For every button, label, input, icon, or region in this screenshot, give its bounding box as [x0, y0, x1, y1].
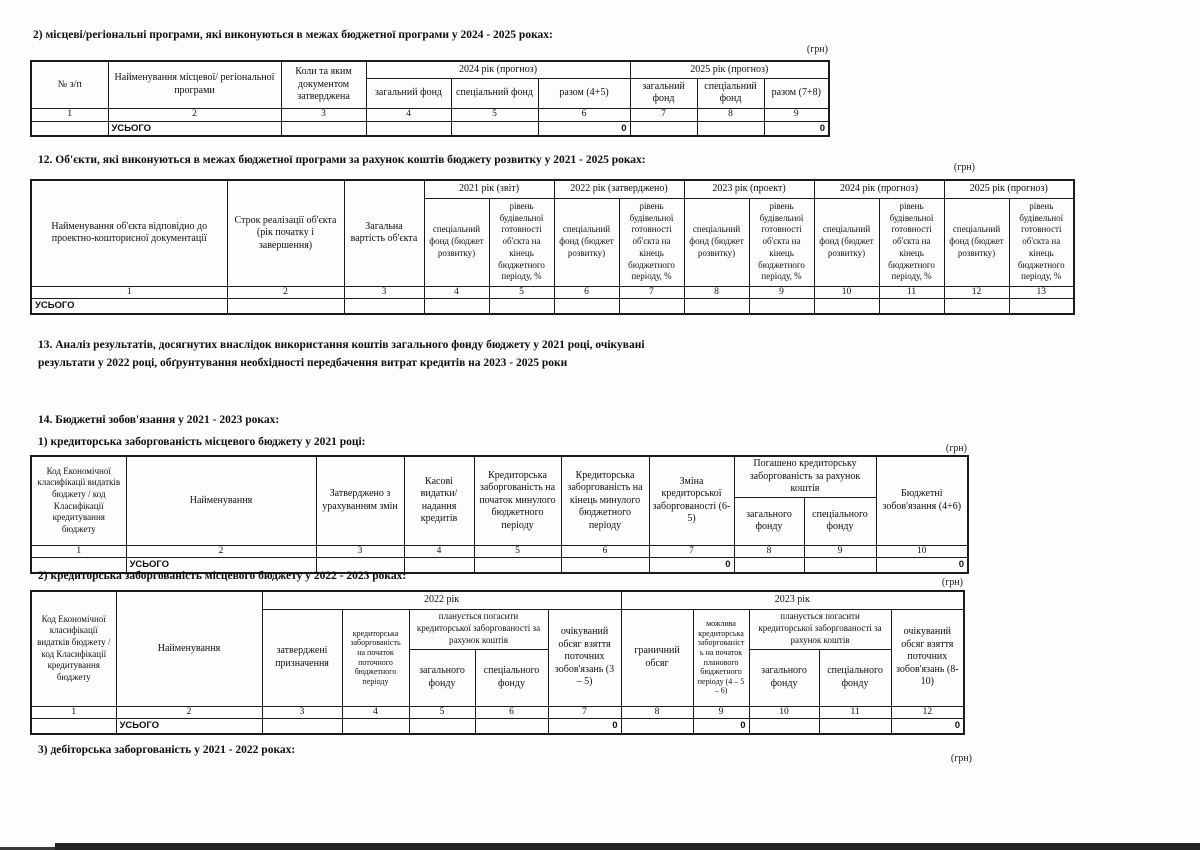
objects-table: [30, 179, 1075, 315]
col-header-special-fund: спеціальний фонд (бюджет розвитку): [814, 198, 879, 286]
col-group-2022: 2022 рік (затверджено): [554, 180, 684, 198]
total-empty: [227, 299, 344, 314]
total-value: 0: [891, 719, 964, 734]
currency-unit-label: (грн): [945, 443, 967, 454]
total-empty: [749, 719, 819, 734]
col-header-general-fund: загальний фонд: [366, 78, 451, 108]
total-empty: [619, 299, 684, 314]
currency-unit-label: (грн): [950, 753, 972, 764]
col-number: 7: [619, 286, 684, 299]
col-header-name: Найменування: [126, 456, 316, 545]
col-number: 11: [819, 706, 891, 719]
col-group-2025: 2025 рік (прогноз): [630, 61, 829, 78]
col-number: 8: [734, 545, 804, 558]
col-header-program-name: Найменування місцевої/ регіональної програми: [108, 61, 281, 108]
total-empty: [621, 719, 693, 734]
col-header-debt-start: Кредиторська заборгованість на початок минулого бюджетного періоду: [474, 456, 561, 545]
col-header-readiness: рівень будівельної готовності об'єкта на кінець бюджетного періоду, %: [619, 198, 684, 286]
col-header-doc: Коли та яким документом затверджена: [281, 61, 366, 108]
col-number: 10: [749, 706, 819, 719]
col-number: 9: [749, 286, 814, 299]
col-header-total-78: разом (7+8): [764, 78, 829, 108]
col-header-special-fund: спеціальний фонд (бюджет розвитку): [424, 198, 489, 286]
total-row: [31, 121, 829, 136]
section13-title: 13. Аналіз результатів, досягнутих внаслідок використання коштів загального фонду бюджету у 2021 році, очікувані результати у 2022 році, обґрунтування необхідності передбачення витрат кредитів на 2023 - 2025 роки: [38, 339, 645, 369]
col-number: 8: [684, 286, 749, 299]
col-number: 1: [31, 286, 227, 299]
col-number: 3: [262, 706, 342, 719]
col-header-expected-810: очікуваний обсяг взяття поточних зобов'язань (8-10): [891, 609, 964, 706]
col-header-special-fund: спеціальний фонд (бюджет розвитку): [684, 198, 749, 286]
col-number: 6: [561, 545, 649, 558]
col-header-expected-35: очікуваний обсяг взяття поточних зобов'язань (3 – 5): [548, 609, 621, 706]
total-value: 0: [693, 719, 749, 734]
total-empty: [404, 558, 474, 573]
col-number: 8: [621, 706, 693, 719]
col-number: 7: [630, 108, 697, 121]
col-group-2021: 2021 рік (звіт): [424, 180, 554, 198]
col-number: 4: [424, 286, 489, 299]
col-number: 12: [944, 286, 1009, 299]
col-group-2023: 2023 рік: [621, 591, 964, 609]
col-header-special-fund: спеціальний фонд (бюджет розвитку): [554, 198, 619, 286]
col-header-total-cost: Загальна вартість об'єкта: [344, 180, 424, 286]
total-value: 0: [876, 558, 968, 573]
total-empty: [734, 558, 804, 573]
total-empty: [749, 299, 814, 314]
col-number: 7: [649, 545, 734, 558]
currency-unit-label: (грн): [953, 162, 975, 173]
col-number: 6: [554, 286, 619, 299]
col-group-2024: 2024 рік (прогноз): [814, 180, 944, 198]
col-number: 6: [538, 108, 630, 121]
col-header-general-fund: загальний фонд: [630, 78, 697, 108]
col-number: 2: [126, 545, 316, 558]
total-empty: [561, 558, 649, 573]
col-number: 6: [475, 706, 548, 719]
total-empty: [819, 719, 891, 734]
col-header-num: № з/п: [31, 61, 108, 108]
col-header-cash: Касові видатки/ надання кредитів: [404, 456, 474, 545]
col-number: 9: [764, 108, 829, 121]
total-label: УСЬОГО: [116, 719, 262, 734]
total-empty: [630, 121, 697, 136]
col-header-limit: граничний обсяг: [621, 609, 693, 706]
col-group-2023: 2023 рік (проект): [684, 180, 814, 198]
col-header-debt-change: Зміна кредиторської заборгованості (6-5): [649, 456, 734, 545]
total-value: 0: [764, 121, 829, 136]
col-number: 8: [697, 108, 764, 121]
payables-2021-table: [30, 455, 969, 574]
col-header-readiness: рівень будівельної готовності об'єкта на кінець бюджетного періоду, %: [749, 198, 814, 286]
currency-unit-label: (грн): [806, 44, 828, 55]
col-number: 10: [814, 286, 879, 299]
total-empty: [31, 719, 116, 734]
section2-title: 2) місцеві/регіональні програми, які виконуються в межах бюджетної програми у 2024 - 2025 роках:: [33, 29, 553, 41]
col-number: 2: [227, 286, 344, 299]
col-header-debt-start: кредиторська заборгованість на початок поточного бюджетного періоду: [342, 609, 409, 706]
total-empty: [879, 299, 944, 314]
col-number: 5: [451, 108, 538, 121]
total-empty: [366, 121, 451, 136]
col-number: 1: [31, 108, 108, 121]
col-number: 2: [108, 108, 281, 121]
total-row: [31, 299, 1074, 314]
col-number: 11: [879, 286, 944, 299]
total-empty: [31, 121, 108, 136]
col-group-repay-2023: планується погасити кредиторської заборгованості за рахунок коштів: [749, 609, 891, 649]
col-header-special-fund: спеціального фонду: [804, 497, 876, 545]
col-number: 12: [891, 706, 964, 719]
col-number: 7: [548, 706, 621, 719]
col-number: 4: [366, 108, 451, 121]
col-group-2025: 2025 рік (прогноз): [944, 180, 1074, 198]
col-number: 9: [693, 706, 749, 719]
col-header-special-fund: спеціальний фонд: [697, 78, 764, 108]
col-header-debt-end: Кредиторська заборгованість на кінець минулого бюджетного періоду: [561, 456, 649, 545]
col-group-repay-2022: планується погасити кредиторської заборгованості за рахунок коштів: [409, 609, 548, 649]
total-empty: [489, 299, 554, 314]
col-header-name: Найменування: [116, 591, 262, 706]
col-header-general-fund: загального фонду: [749, 649, 819, 706]
total-empty: [684, 299, 749, 314]
total-empty: [804, 558, 876, 573]
section12-title: 12. Об'єкти, які виконуються в межах бюджетної програми за рахунок коштів бюджету розвитку у 2021 - 2025 роках:: [38, 154, 646, 166]
currency-unit-label: (грн): [941, 577, 963, 588]
col-number: 1: [31, 706, 116, 719]
col-header-special-fund: спеціальний фонд: [451, 78, 538, 108]
local-programs-table: [30, 60, 830, 137]
section14-sub3-title: 3) дебіторська заборгованість у 2021 - 2022 роках:: [38, 744, 296, 756]
section14-sub1-title: 1) кредиторська заборгованість місцевого бюджету у 2021 році:: [38, 436, 366, 448]
col-number: 2: [116, 706, 262, 719]
total-empty: [944, 299, 1009, 314]
col-group-repaid: Погашено кредиторську заборгованість за рахунок коштів: [734, 456, 876, 497]
total-empty: [342, 719, 409, 734]
col-number: 3: [316, 545, 404, 558]
total-empty: [554, 299, 619, 314]
col-header-approved: Затверджено з урахуванням змін: [316, 456, 404, 545]
col-header-special-fund: спеціальний фонд (бюджет розвитку): [944, 198, 1009, 286]
total-empty: [424, 299, 489, 314]
col-number: 3: [281, 108, 366, 121]
col-header-code: Код Економічної класифікації видатків бюджету / код Класифікації кредитування бюджету: [31, 456, 126, 545]
total-value: 0: [649, 558, 734, 573]
col-header-object-name: Найменування об'єкта відповідно до проектно-кошторисної документації: [31, 180, 227, 286]
col-header-obligations: Бюджетні зобов'язання (4+6): [876, 456, 968, 545]
scan-edge-shadow: [55, 843, 1200, 850]
col-group-2024: 2024 рік (прогноз): [366, 61, 630, 78]
col-number: 9: [804, 545, 876, 558]
total-label: УСЬОГО: [31, 299, 227, 314]
total-empty: [262, 719, 342, 734]
total-empty: [344, 299, 424, 314]
col-number: 1: [31, 545, 126, 558]
col-number: 3: [344, 286, 424, 299]
total-empty: [475, 719, 548, 734]
col-number: 5: [474, 545, 561, 558]
col-number: 10: [876, 545, 968, 558]
total-row: [31, 719, 964, 734]
total-label: УСЬОГО: [108, 121, 281, 136]
total-label: УСЬОГО: [126, 558, 316, 573]
col-header-term: Строк реалізації об'єкта (рік початку і завершення): [227, 180, 344, 286]
col-number: 4: [342, 706, 409, 719]
section14-sub2-title: 2) кредиторська заборгованість місцевого бюджету у 2022 - 2023 роках:: [38, 570, 407, 582]
col-header-special-fund: спеціального фонду: [819, 649, 891, 706]
total-empty: [1009, 299, 1074, 314]
total-empty: [281, 121, 366, 136]
total-empty: [451, 121, 538, 136]
col-header-readiness: рівень будівельної готовності об'єкта на кінець бюджетного періоду, %: [1009, 198, 1074, 286]
col-header-special-fund: спеціального фонду: [475, 649, 548, 706]
col-header-general-fund: загального фонду: [409, 649, 475, 706]
total-empty: [474, 558, 561, 573]
col-header-readiness: рівень будівельної готовності об'єкта на кінець бюджетного періоду, %: [879, 198, 944, 286]
section14-title: 14. Бюджетні зобов'язання у 2021 - 2023 роках:: [38, 414, 280, 426]
col-group-2022: 2022 рік: [262, 591, 621, 609]
total-empty: [409, 719, 475, 734]
col-number: 4: [404, 545, 474, 558]
col-header-code: Код Економічної класифікації видатків бюджету / код Класифікації кредитування бюджету: [31, 591, 116, 706]
total-value: 0: [548, 719, 621, 734]
total-empty: [814, 299, 879, 314]
payables-2022-2023-table: [30, 590, 965, 735]
col-number: 5: [489, 286, 554, 299]
total-value: 0: [538, 121, 630, 136]
col-header-approved: затверджені призначення: [262, 609, 342, 706]
col-header-possible-debt: можлива кредиторська заборгованість на початок планового бюджетного періоду (4 – 5 – 6): [693, 609, 749, 706]
col-number: 13: [1009, 286, 1074, 299]
col-header-total-45: разом (4+5): [538, 78, 630, 108]
col-number: 5: [409, 706, 475, 719]
total-empty: [697, 121, 764, 136]
col-header-readiness: рівень будівельної готовності об'єкта на кінець бюджетного періоду, %: [489, 198, 554, 286]
col-header-general-fund: загального фонду: [734, 497, 804, 545]
